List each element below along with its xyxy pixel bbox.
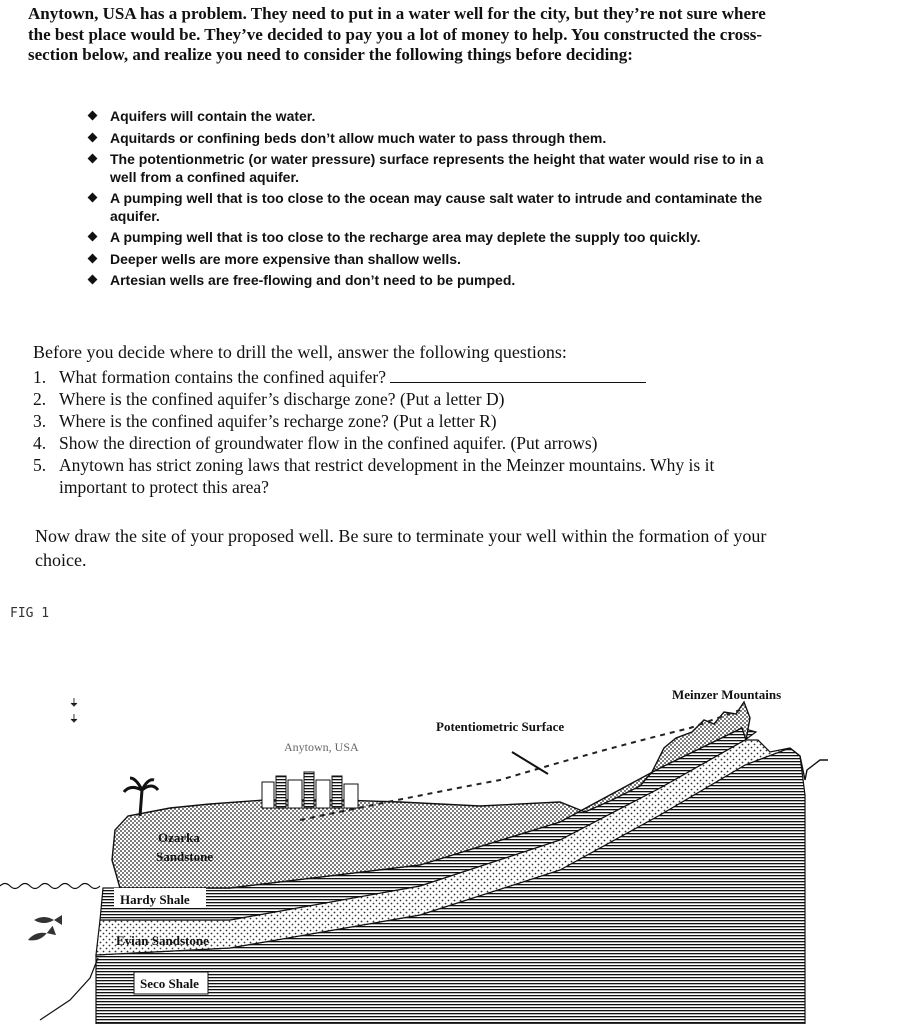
diamond-bullet-icon — [88, 253, 98, 263]
diamond-bullet-icon — [88, 154, 98, 164]
intro-paragraph: Anytown, USA has a problem. They need to put in a water well for the city, but they’re not sure where the best place would be. They’ve decided to pay you a lot of money to help. You constructed the cross-section below, and realize you need to consider the following things before deciding: — [28, 4, 766, 64]
question-item: 5. Anytown has strict zoning laws that restrict development in the Meinzer mountains. Why is it important to protect this area? — [33, 455, 715, 497]
questions-list — [33, 366, 773, 498]
question-item: 3. Where is the confined aquifer’s recharge zone? (Put a letter R) — [33, 411, 497, 431]
mountains-label: Meinzer Mountains — [672, 687, 782, 702]
figure-label: FIG 1 — [10, 606, 50, 621]
town-label: Anytown, USA — [284, 740, 359, 754]
list-item: A pumping well that is too close to the recharge area may deplete the supply too quickly. — [88, 229, 768, 247]
ozarka-label-1: Ozarka — [158, 830, 200, 845]
answer-blank[interactable] — [390, 368, 646, 383]
list-item: A pumping well that is too close to the ocean may cause salt water to intrude and contaminate the aquifer. — [88, 190, 768, 225]
list-item: Aquifers will contain the water. — [88, 108, 768, 126]
diamond-bullet-icon — [88, 275, 98, 285]
potentiometric-label: Potentiometric Surface — [436, 719, 565, 734]
ozarka-label-2: Sandstone — [156, 849, 214, 864]
list-item: Deeper wells are more expensive than shallow wells. — [88, 251, 768, 269]
hardy-label: Hardy Shale — [120, 892, 190, 907]
diamond-bullet-icon — [88, 111, 98, 121]
fish-icon — [26, 926, 56, 945]
question-item: 4. Show the direction of groundwater flow in the confined aquifer. (Put arrows) — [33, 433, 598, 453]
seco-label: Seco Shale — [140, 976, 199, 991]
list-item: The potentionmetric (or water pressure) surface represents the height that water would rise to in a well from a confined aquifer. — [88, 151, 768, 186]
question-item: 1. What formation contains the confined aquifer? — [33, 366, 773, 388]
cross-section-figure[interactable] — [0, 590, 914, 1024]
sea-floor — [40, 958, 98, 1020]
palm-tree-icon — [124, 778, 158, 816]
evian-label: Evian Sandstone — [116, 933, 209, 948]
list-item: Artesian wells are free-flowing and don’t need to be pumped. — [88, 272, 768, 290]
draw-instruction: Now draw the site of your proposed well. Be sure to terminate your well within the formation of your choice. — [35, 526, 767, 570]
sea-surface — [0, 884, 100, 889]
potentiometric-pointer — [512, 752, 548, 774]
diamond-bullet-icon — [88, 193, 98, 203]
small-arrow-icon — [71, 698, 77, 722]
questions-intro: Before you decide where to drill the well, answer the following questions: — [33, 342, 567, 362]
question-item: 2. Where is the confined aquifer’s discharge zone? (Put a letter D) — [33, 389, 505, 409]
diamond-bullet-icon — [88, 132, 98, 142]
considerations-list — [88, 108, 768, 294]
list-item: Aquitards or confining beds don’t allow much water to pass through them. — [88, 130, 768, 148]
fish-icon — [34, 915, 62, 925]
town-buildings — [262, 772, 358, 808]
diamond-bullet-icon — [88, 232, 98, 242]
